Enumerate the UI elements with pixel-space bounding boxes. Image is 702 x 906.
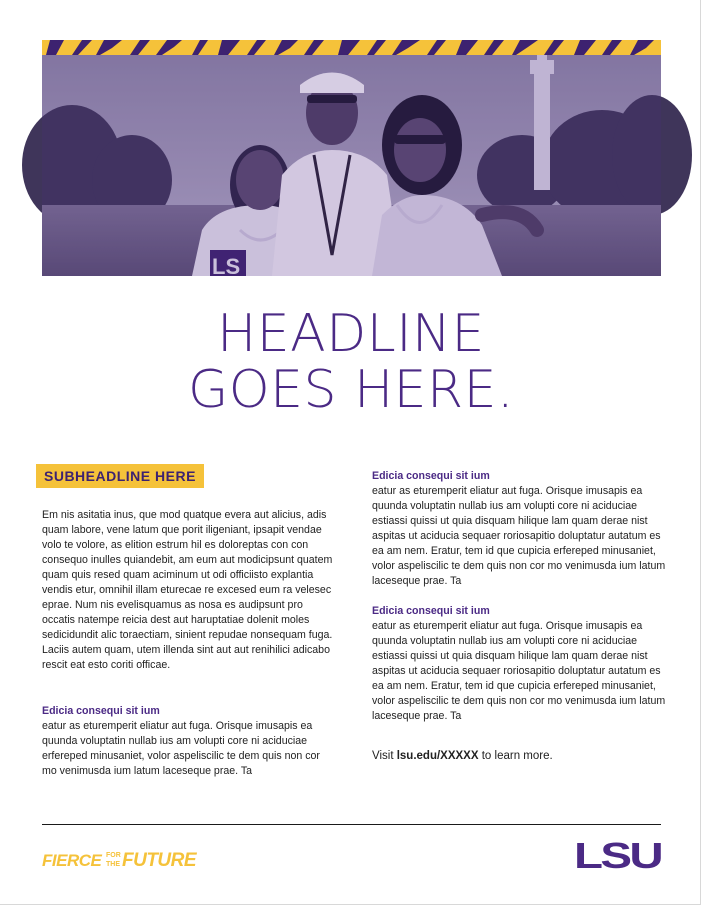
call-to-action	[372, 748, 553, 764]
hero-photo	[42, 55, 661, 279]
tagline-for: FOR	[106, 852, 121, 859]
tagline-future: FUTURE	[122, 850, 197, 871]
right-section-2-body	[372, 619, 667, 724]
cta-prefix: Visit	[372, 750, 397, 762]
headline-line-2: GOES HERE.	[187, 360, 515, 420]
right-section-1-heading: Edicia consequi sit ium	[372, 470, 490, 482]
left-section-heading: Edicia consequi sit ium	[42, 705, 160, 717]
lsu-logo	[574, 835, 662, 876]
right-section-2-text: eatur as eturemperit eliatur aut fuga. Orisque imusapis ea quunda voluptatin nullab ius am volupti core ni aciduciae estiassi quissi ut quia disquam hilique lam quam derae nist aspitas ut aciducia sequaer roriosapitio doluptatur autatum es ea am nem. Eratur, tem id que cupicia erfereped minusaniet, volor aspeliscilic te dem quis non cor mo venimusda ium latum laceseque prae. Ta	[372, 620, 666, 722]
tiger-stripe-band	[42, 40, 661, 55]
headline	[0, 306, 702, 418]
lsu-logo-text: LSU	[574, 835, 662, 876]
right-section-2-heading: Edicia consequi sit ium	[372, 605, 490, 617]
left-intro-paragraph	[42, 508, 337, 673]
headline-line-1: HEADLINE	[217, 304, 485, 364]
right-section-1-body	[372, 484, 667, 589]
left-section-body	[42, 719, 337, 779]
fierce-for-the-future-logo	[42, 846, 197, 871]
tagline-fierce: FIERCE	[42, 851, 102, 870]
cta-link[interactable]: lsu.edu/XXXXX	[396, 750, 479, 762]
footer-divider	[42, 824, 661, 825]
right-section-1-text: eatur as eturemperit eliatur aut fuga. Orisque imusapis ea quunda voluptatin nullab ius am volupti core ni aciduciae estiassi quissi ut quia disquam hilique lam quam derae nist aspitas ut aciducia sequaer roriosapitio doluptatur autatum es ea am nem. Eratur, tem id que cupicia erfereped minusaniet, volor aspeliscilic te dem quis non cor mo venimusda ium latum laceseque prae. Ta	[372, 485, 666, 587]
intro-text: Em nis asitatia inus, que mod quatque evera aut alicius, adis quam labore, vene latum que porit iligeniant, ipsapit vendae volo te volore, as elition estrum hil es doloreptas con con consequo inulles quiandebit, am eum aut modicipsunt quatem quam quis resed quam aciminum ut odi officiisto explantia vendis etur, omnihil illam eturecae re excesed eum ra velesec eprae. Num nis evelisquamus as nosa es audipsunt pro occatis natempe reicia dest aut haruptatiae dolenit moles sedicidundit alic toraectiam, sinient repudae nonsequam fuga. Laciis autem quam, utem illenda sint aut aut renihilici adicabo rescit eat esto coriti officae.	[42, 509, 333, 671]
tagline-the: THE	[106, 861, 120, 868]
subheadline: SUBHEADLINE HERE	[36, 464, 204, 488]
left-section-text: eatur as eturemperit eliatur aut fuga. Orisque imusapis ea quunda voluptatin nullab ius am volupti core ni aciduciae erfereped minusaniet, volor aspeliscilic te dem quis non cor mo venimusda ium latum laceseque prae. Ta	[42, 720, 320, 777]
cta-suffix: to learn more.	[478, 750, 553, 762]
svg-text:LS: LS	[212, 254, 241, 279]
